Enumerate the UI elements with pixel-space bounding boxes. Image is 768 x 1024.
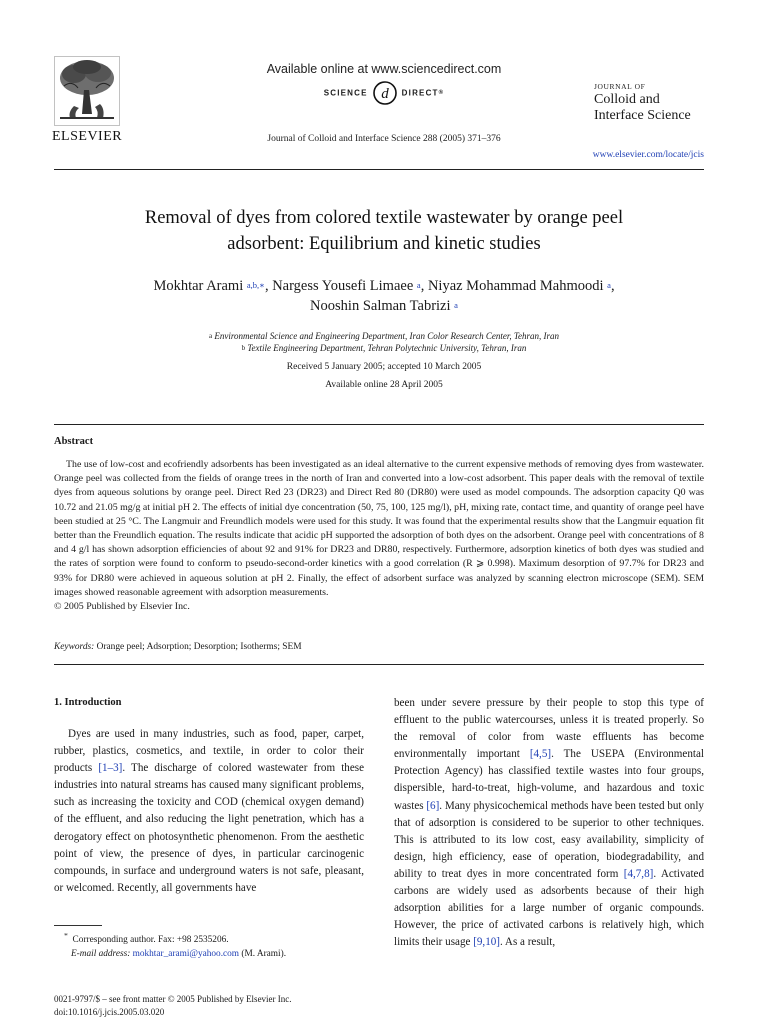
author-list — [0, 276, 768, 316]
author-name: Nargess Yousefi Limaee — [272, 278, 414, 294]
author-affil-link[interactable]: a — [454, 300, 458, 310]
keywords-label: Keywords: — [54, 642, 95, 652]
intro-paragraph-continued — [394, 695, 704, 951]
author-name: Mokhtar Arami — [153, 278, 244, 294]
affiliation-marker: b — [241, 344, 246, 352]
footnote-email — [64, 948, 364, 962]
journal-name-line-1: Colloid and — [594, 92, 660, 107]
citation-link[interactable]: [4,7,8] — [623, 867, 654, 880]
body-text: . The discharge of colored wastewater from these industries into natural streams has caused many significant problems, such as increasing the toxicity and COD (chemical oxygen demand) of the effluent, and also reducing the light penetration, which has a derogatory effect on photosynthetic phenomenon. From the aesthetic point of view, the presence of dyes, in particular carcinogenic compounds, in surface and underground waters is not safe, pleasant, or welcomed. Recently, all governments have — [54, 762, 364, 894]
received-dates: Received 5 January 2005; accepted 10 March 2005 — [286, 362, 482, 372]
author-affil-link[interactable]: a,b,∗ — [246, 280, 265, 290]
footnote-corresponding — [64, 929, 364, 948]
doi-line: doi:10.1016/j.jcis.2005.03.020 — [54, 1006, 165, 1017]
journal-citation: Journal of Colloid and Interface Science 288 (2005) 371–376 — [267, 134, 501, 144]
footnote — [64, 929, 364, 961]
footnote-text: Corresponding author. Fax: +98 2535206. — [72, 935, 229, 946]
available-online-date: Available online 28 April 2005 — [325, 380, 443, 390]
issn-doi — [54, 993, 292, 1018]
svg-text:d: d — [380, 86, 389, 102]
affiliations — [0, 330, 768, 354]
journal-of-label: JOURNAL OF — [594, 82, 646, 91]
citation-link[interactable]: [1–3] — [98, 762, 123, 775]
section-heading-introduction: 1. Introduction — [54, 697, 122, 708]
abstract-copyright: © 2005 Published by Elsevier Inc. — [54, 601, 190, 613]
body-text: Dyes are used in many industries, such as food, paper, carpet, rubber, plastics, cosmetics, and textile, in order to color their products — [54, 728, 364, 775]
abstract-text: The use of low-cost and ecofriendly adsorbents has been investigated as an ideal alternative to the current expensive methods of removing dyes from wastewater. Orange peel was collected from the fields of orange trees in the north of Iran and converted into a low-cost adsorbent. This paper deals with the removal of textile dyes from aqueous solutions by orange peel. Direct Red 23 (DR23) and Direct Red 80 (DR80) were used as model compounds. The adsorption capacity Q0 was 10.72 and 21.05 mg/g at initial pH 2. The effects of initial dye concentration (50, 75, 100, 125 mg/l), pH, mixing rate, contact time, and quantity of orange peel have been studied at 25 °C. The Langmuir and Freundlich models were used for this study. It was found that the experimental results show that the Langmuir equation fit better than the Freundlich equation. The results indicate that acidic pH supported the adsorption of both dyes on the adsorbent. Orange peel with concentrations of 8 and 4 g/l has shown adsorption efficiencies of about 92 and 91% for DR23 and DR80, respectively. Furthermore, adsorption kinetics of both dyes was studied and the rates of sorption were found to conform to pseudo-second-order kinetics with a good correlation (R ⩾ 0.998). Maximum desorption of 97.7% for DR23 and 93% for DR80 were achieved in aqueous solution at pH 2. Finally, the effect of adsorbent surface was analyzed by scanning electron microscope (SEM). SEM images showed reasonable agreement with adsorption measurements. — [54, 459, 704, 598]
body-text: . Activated carbons are widely used as adsorbents because of their high adsorption abilities for a large number of organic compounds. However, the price of activated carbons is relatively high, which limits their usage — [394, 867, 704, 949]
journal-url-link[interactable]: www.elsevier.com/locate/jcis — [592, 150, 704, 160]
header-divider — [54, 169, 704, 170]
sciencedirect-logo-right: DIRECT — [401, 88, 439, 98]
article-title-line-2: adsorbent: Equilibrium and kinetic studies — [227, 234, 541, 254]
citation-link[interactable]: [6] — [426, 799, 440, 812]
email-label: E-mail address: — [70, 948, 131, 959]
intro-paragraph — [54, 726, 364, 897]
author-separator: , — [420, 278, 428, 294]
body-column-right — [394, 695, 704, 951]
body-column-left — [54, 726, 364, 897]
email-link[interactable]: mokhtar_arami@yahoo.com — [132, 948, 240, 959]
author-line-2 — [0, 296, 768, 316]
author-line-1 — [0, 276, 768, 296]
issn-line: 0021-9797/$ – see front matter © 2005 Published by Elsevier Inc. — [54, 994, 292, 1004]
available-online-line: Available online at www.sciencedirect.com — [266, 62, 502, 76]
footnote-marker: * — [64, 931, 68, 940]
body-text: . As a result, — [500, 936, 556, 949]
article-title — [0, 205, 768, 257]
sciencedirect-logo-mark: ® — [438, 90, 445, 96]
abstract-heading: Abstract — [54, 436, 94, 447]
affiliation-marker: a — [208, 332, 213, 340]
sciencedirect-logo-left: SCIENCE — [323, 88, 368, 98]
abstract-body — [54, 458, 704, 614]
journal-name-line-2: Interface Science — [594, 108, 691, 123]
citation-link[interactable]: [4,5] — [529, 748, 552, 761]
footnote-rule — [54, 925, 102, 926]
journal-logo — [594, 82, 691, 124]
author-separator: , — [610, 278, 615, 294]
abstract-top-divider — [54, 424, 704, 425]
body-text: been under severe pressure by their people to stop this type of effluent to the public watercourses, unless it is treated properly. So the removal of color from waste effluents has become environmentally important — [394, 697, 704, 761]
citation-link[interactable]: [9,10] — [473, 936, 500, 949]
abstract-bottom-divider — [54, 664, 704, 665]
publisher-name: ELSEVIER — [52, 129, 123, 144]
article-title-line-1: Removal of dyes from colored textile wastewater by orange peel — [144, 208, 624, 228]
author-separator: , — [264, 278, 273, 294]
email-suffix: (M. Arami). — [239, 948, 287, 959]
elsevier-tree-icon — [54, 56, 120, 126]
affiliation-text: Environmental Science and Engineering Department, Iran Color Research Center, Tehran, Iran — [214, 331, 560, 341]
body-text: . Many physicochemical methods have been tested but only that of adsorption is considered to be superior to other techniques. This is attributed to its low cost, easy availability, simplicity of design, high efficiency, ease of operation, biodegradability, and ability to treat dyes in more concentrated form — [394, 799, 704, 880]
keywords-list: Orange peel; Adsorption; Desorption; Isotherms; SEM — [96, 642, 302, 652]
affiliation-b — [0, 342, 768, 354]
sciencedirect-at-icon — [372, 80, 398, 106]
author-affil-link[interactable]: a — [416, 280, 421, 290]
author-name: Niyaz Mohammad Mahmoodi — [427, 278, 604, 294]
author-name: Nooshin Salman Tabrizi — [310, 298, 451, 314]
keywords — [54, 642, 704, 652]
body-text: . The USEPA (Environmental Protection Agency) has classified textile wastes into four groups, dispersible, hard-to-treat, high-volume, and hazardous and toxic wastes — [394, 748, 704, 812]
author-affil-link[interactable]: a — [607, 280, 611, 290]
affiliation-text: Textile Engineering Department, Tehran Polytechnic University, Tehran, Iran — [247, 343, 527, 353]
affiliation-a — [0, 330, 768, 342]
